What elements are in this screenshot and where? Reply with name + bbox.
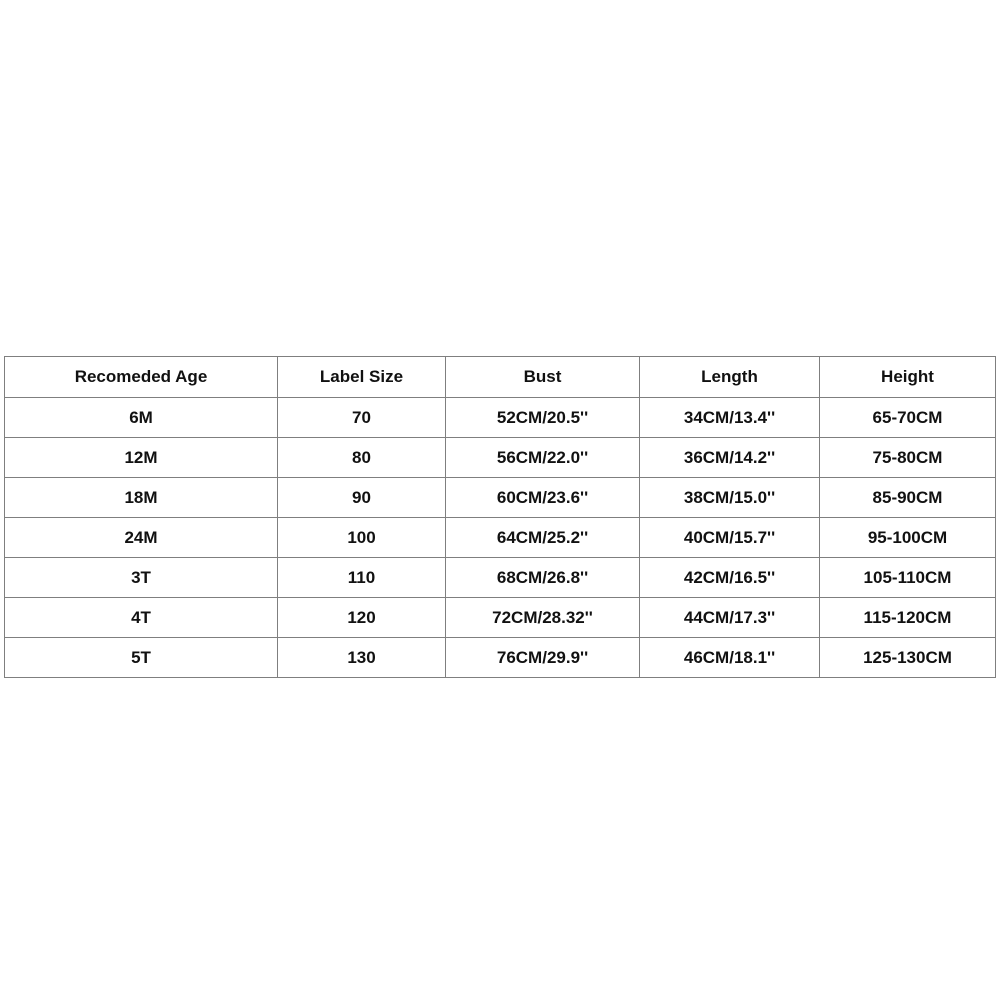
cell-label-size: 70 [278,398,446,438]
cell-age: 6M [5,398,278,438]
table-row [5,398,996,438]
table-row [5,598,996,638]
cell-length: 36CM/14.2'' [640,438,820,478]
cell-length: 46CM/18.1'' [640,638,820,678]
header-height: Height [820,357,996,398]
cell-bust: 60CM/23.6'' [446,478,640,518]
table-row [5,558,996,598]
cell-length: 34CM/13.4'' [640,398,820,438]
cell-label-size: 90 [278,478,446,518]
cell-length: 42CM/16.5'' [640,558,820,598]
cell-length: 40CM/15.7'' [640,518,820,558]
cell-age: 12M [5,438,278,478]
cell-label-size: 120 [278,598,446,638]
cell-label-size: 130 [278,638,446,678]
header-label-size: Label Size [278,357,446,398]
cell-bust: 52CM/20.5'' [446,398,640,438]
cell-height: 125-130CM [820,638,996,678]
header-bust: Bust [446,357,640,398]
table-row [5,518,996,558]
cell-height: 115-120CM [820,598,996,638]
cell-bust: 68CM/26.8'' [446,558,640,598]
cell-bust: 64CM/25.2'' [446,518,640,558]
table-row [5,638,996,678]
table-row [5,478,996,518]
cell-height: 105-110CM [820,558,996,598]
cell-bust: 72CM/28.32'' [446,598,640,638]
cell-length: 44CM/17.3'' [640,598,820,638]
cell-label-size: 100 [278,518,446,558]
cell-height: 95-100CM [820,518,996,558]
cell-height: 65-70CM [820,398,996,438]
table-row [5,438,996,478]
cell-height: 75-80CM [820,438,996,478]
header-recommended-age: Recomeded Age [5,357,278,398]
cell-age: 24M [5,518,278,558]
cell-age: 5T [5,638,278,678]
cell-length: 38CM/15.0'' [640,478,820,518]
cell-label-size: 110 [278,558,446,598]
cell-bust: 76CM/29.9'' [446,638,640,678]
cell-label-size: 80 [278,438,446,478]
table-header-row [5,357,996,398]
cell-age: 4T [5,598,278,638]
cell-height: 85-90CM [820,478,996,518]
cell-age: 18M [5,478,278,518]
header-length: Length [640,357,820,398]
cell-bust: 56CM/22.0'' [446,438,640,478]
cell-age: 3T [5,558,278,598]
size-chart-table [4,356,996,678]
